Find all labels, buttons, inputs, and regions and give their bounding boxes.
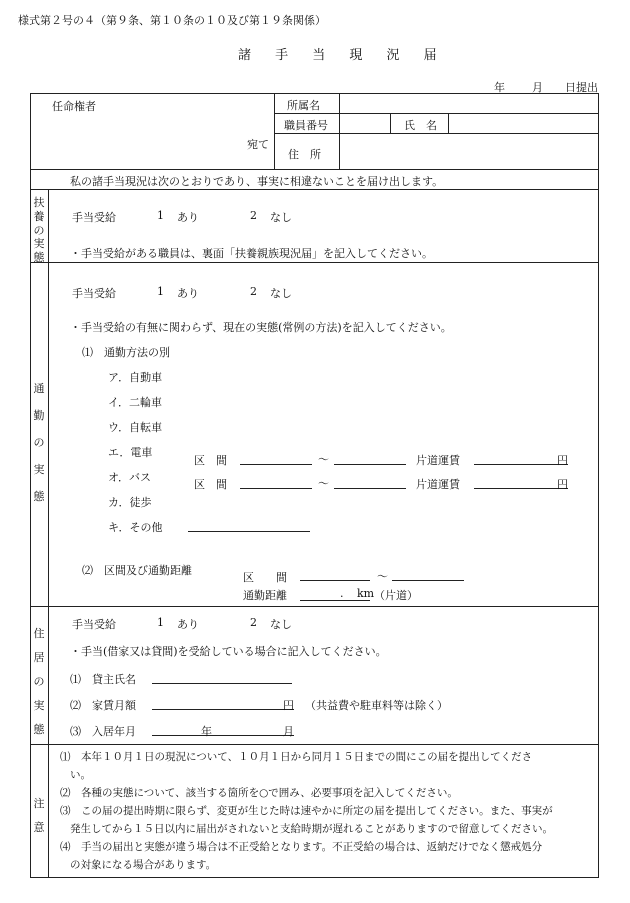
other-method-field[interactable] — [188, 531, 310, 532]
move-in-field[interactable] — [152, 735, 294, 736]
train-section-label: 区 間 — [194, 454, 227, 467]
appointer-label: 任命権者 — [52, 100, 96, 113]
bus-tilde: ～ — [318, 477, 329, 490]
distance-label: 通勤距離 — [243, 589, 287, 602]
dependents-side-label: 扶養の実態 — [33, 196, 45, 264]
move-in-year: 年 — [201, 725, 212, 738]
name-field[interactable] — [453, 116, 593, 132]
housing-opt1[interactable]: あり — [177, 618, 199, 631]
landlord-label: ⑴ 貸主氏名 — [70, 673, 136, 686]
bus-from-field[interactable] — [240, 488, 312, 489]
method-bicycle[interactable]: ウ．自転車 — [108, 421, 163, 434]
staff-no-field[interactable] — [345, 116, 385, 132]
note-4: ⑷ 手当の届出と実態が違う場合は不正受給となります。不正受給の場合は、返納だけでなく懲戒処分 — [60, 841, 543, 853]
declaration: 私の諸手当現況は次のとおりであり、事実に相違ないことを届け出します。 — [70, 175, 444, 188]
date-submit: 日提出 — [565, 81, 598, 94]
commute-item1: ⑴ 通勤方法の別 — [82, 346, 170, 359]
bus-to-field[interactable] — [334, 488, 406, 489]
distance-km: km — [357, 587, 375, 600]
dependents-opt1-no[interactable]: 1 — [157, 209, 164, 222]
address-label: 住 所 — [288, 148, 321, 161]
method-motorcycle[interactable]: イ．二輪車 — [108, 396, 163, 409]
rent-label: ⑵ 家賃月額 — [70, 699, 136, 712]
commute-opt2-no[interactable]: 2 — [250, 285, 257, 298]
bus-fare-label: 片道運賃 — [416, 478, 460, 491]
commute-side-label: 通勤の実態 — [33, 382, 45, 503]
rent-field[interactable] — [152, 709, 294, 710]
staff-no-label: 職員番号 — [284, 119, 328, 132]
method-other[interactable]: キ．その他 — [108, 521, 163, 534]
dependents-opt2[interactable]: なし — [270, 211, 292, 224]
commute-allowance-label: 手当受給 — [72, 287, 116, 300]
dependents-note: ・手当受給がある職員は、裏面「扶養親族現況届」を記入してください。 — [70, 247, 433, 260]
distance-to-field[interactable] — [392, 580, 464, 581]
distance-section-label: 区 間 — [243, 571, 287, 584]
note-1-cont: い。 — [70, 769, 91, 781]
affiliation-label: 所属名 — [287, 99, 320, 112]
dependents-opt2-no[interactable]: 2 — [250, 209, 257, 222]
date-month: 月 — [532, 81, 543, 94]
dependents-opt1[interactable]: あり — [177, 211, 199, 224]
train-yen: 円 — [557, 454, 568, 467]
form-label: 様式第２号の４（第９条、第１０条の１０及び第１９条関係） — [18, 14, 326, 27]
date-year: 年 — [494, 81, 505, 94]
distance-one-way: （片道） — [374, 589, 418, 602]
housing-allowance-label: 手当受給 — [72, 618, 116, 631]
distance-from-field[interactable] — [300, 580, 370, 581]
train-fare-label: 片道運賃 — [416, 454, 460, 467]
rent-note: （共益費や駐車料等は除く） — [305, 699, 448, 712]
housing-opt2[interactable]: なし — [270, 618, 292, 631]
move-in-month: 月 — [283, 725, 294, 738]
method-train[interactable]: エ．電車 — [108, 446, 153, 459]
distance-field[interactable] — [300, 600, 370, 601]
address-field[interactable] — [345, 137, 595, 165]
notes-side-label: 注意 — [33, 797, 45, 834]
name-label: 氏 名 — [404, 119, 437, 132]
bus-section-label: 区 間 — [194, 478, 227, 491]
housing-opt1-no[interactable]: 1 — [157, 616, 164, 629]
distance-dot: . — [340, 587, 344, 600]
note-3: ⑶ この届の提出時期に限らず、変更が生じた時は速やかに所定の届を提出してください。また、事実が — [60, 805, 553, 817]
housing-note: ・手当(借家又は貸間)を受給している場合に記入してください。 — [70, 645, 387, 658]
method-bus[interactable]: オ．バス — [108, 471, 152, 484]
housing-opt2-no[interactable]: 2 — [250, 616, 257, 629]
train-to-field[interactable] — [334, 464, 406, 465]
note-4-cont: の対象になる場合があります。 — [70, 859, 217, 871]
commute-opt1[interactable]: あり — [177, 287, 199, 300]
train-tilde: ～ — [318, 453, 329, 466]
bus-yen: 円 — [557, 478, 568, 491]
distance-tilde: ～ — [377, 570, 388, 583]
commute-item2: ⑵ 区間及び通勤距離 — [82, 564, 192, 577]
note-2: ⑵ 各種の実態について、該当する箇所を○で囲み、必要事項を記入してください。 — [60, 787, 458, 799]
move-in-label: ⑶ 入居年月 — [70, 725, 136, 738]
note-3-cont: 発生してから１５日以内に届出がされないと支給時期が遅れることがありますので留意してください。 — [70, 823, 553, 835]
rent-yen: 円 — [283, 699, 294, 712]
affiliation-field[interactable] — [345, 96, 595, 112]
addressed-to: 宛て — [247, 138, 269, 151]
method-car[interactable]: ア．自動車 — [108, 371, 163, 384]
bus-fare-field[interactable] — [474, 488, 568, 489]
commute-opt2[interactable]: なし — [270, 287, 292, 300]
page-title: 諸 手 当 現 況 届 — [238, 48, 447, 63]
train-from-field[interactable] — [240, 464, 312, 465]
train-fare-field[interactable] — [474, 464, 568, 465]
note-1: ⑴ 本年１０月１日の現況について、１０月１日から同月１５日までの間にこの届を提出してくださ — [60, 751, 533, 763]
landlord-field[interactable] — [152, 683, 292, 684]
commute-note: ・手当受給の有無に関わらず、現在の実態(常例の方法)を記入してください。 — [70, 321, 452, 334]
commute-opt1-no[interactable]: 1 — [157, 285, 164, 298]
dependents-allowance-label: 手当受給 — [72, 211, 116, 224]
method-walk[interactable]: カ．徒歩 — [108, 496, 152, 509]
housing-side-label: 住居の実態 — [33, 627, 45, 736]
